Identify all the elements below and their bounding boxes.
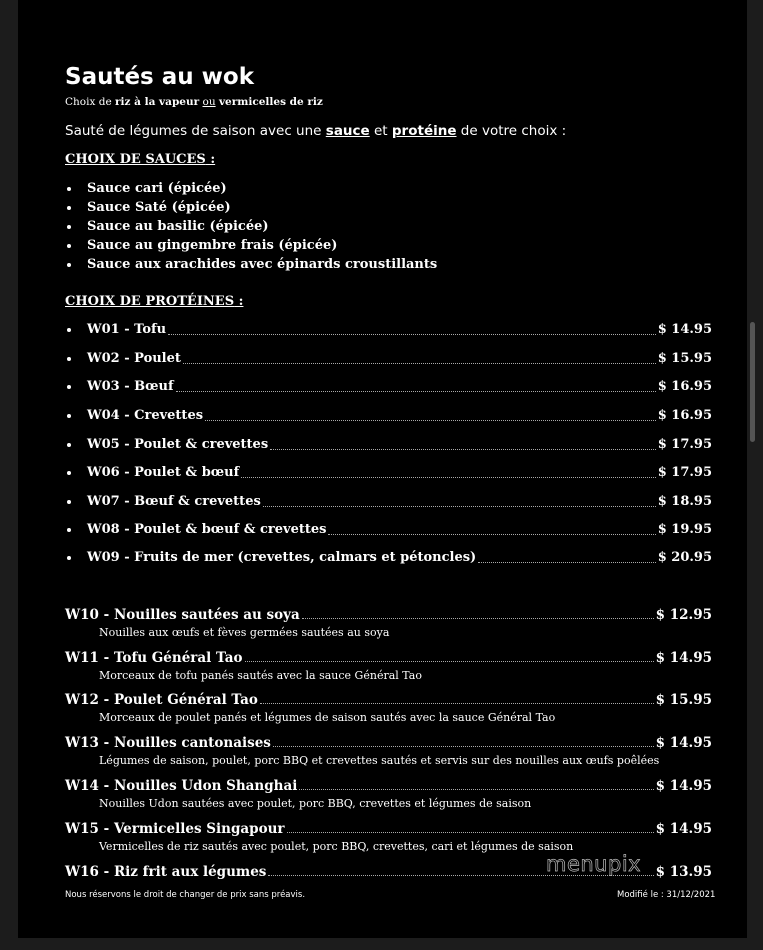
protein-name: W07 - Bœuf & crevettes (87, 494, 261, 509)
dish-price: $ 14.95 (655, 821, 712, 837)
sauce-item: Sauce au gingembre frais (épicée) (65, 236, 437, 255)
intro-sauce: sauce (325, 123, 370, 139)
dish-price: $ 14.95 (655, 778, 712, 794)
dish-description: Morceaux de tofu panés sautés avec la sauce Général Tao (99, 669, 422, 682)
dish-description: Morceaux de poulet panés et légumes de saison sautés avec la sauce Général Tao (99, 711, 556, 724)
dish-row (65, 606, 712, 624)
protein-row (65, 520, 712, 540)
dish-name: W14 - Nouilles Udon Shanghai (65, 778, 298, 794)
dish-name: W15 - Vermicelles Singapour (65, 821, 285, 837)
dish-price: $ 14.95 (655, 650, 712, 666)
protein-row (65, 349, 712, 369)
proteins-heading: CHOIX DE PROTÉINES : (65, 294, 244, 309)
subtitle-text: Choix de (65, 96, 116, 108)
intro-part1: Sauté de légumes de saison avec une (65, 123, 326, 139)
page-title: Sautés au wok (65, 64, 254, 90)
footer-modified-date: Modifié le : 31/12/2021 (617, 890, 716, 900)
subtitle-or: ou (202, 96, 216, 108)
sauces-heading-text: CHOIX DE SAUCES (65, 152, 206, 167)
protein-price: $ 16.95 (657, 379, 712, 394)
protein-name: W09 - Fruits de mer (crevettes, calmars et pétoncles) (87, 550, 477, 565)
dish-description: Vermicelles de riz sautés avec poulet, porc BBQ, crevettes, cari et légumes de saison (99, 840, 574, 853)
intro-text (65, 123, 566, 139)
protein-name: W02 - Poulet (87, 351, 181, 366)
dish-name: W16 - Riz frit aux légumes (65, 864, 267, 880)
subtitle (65, 96, 323, 108)
sauces-heading: CHOIX DE SAUCES : (65, 152, 216, 167)
subtitle-vermicelli: vermicelles de riz (218, 96, 323, 108)
dish-row (65, 649, 712, 667)
protein-price: $ 14.95 (657, 322, 712, 337)
dish-description: Nouilles aux œufs et fèves germées sautées au soya (99, 626, 390, 639)
dish-name: W12 - Poulet Général Tao (65, 692, 258, 708)
protein-row (65, 463, 712, 483)
dish-row (65, 777, 712, 795)
protein-price: $ 16.95 (657, 408, 712, 423)
dish-price: $ 13.95 (655, 864, 712, 880)
protein-name: W08 - Poulet & bœuf & crevettes (87, 522, 327, 537)
dish-row (65, 820, 712, 838)
protein-name: W03 - Bœuf (87, 379, 174, 394)
protein-name: W04 - Crevettes (87, 408, 204, 423)
sauce-item: Sauce cari (épicée) (65, 179, 437, 198)
protein-price: $ 15.95 (657, 351, 712, 366)
intro-part2: de votre choix : (456, 123, 567, 139)
protein-name: W01 - Tofu (87, 322, 167, 337)
sauce-item: Sauce aux arachides avec épinards croustillants (65, 255, 437, 274)
protein-row (65, 320, 712, 340)
scrollbar[interactable] (750, 322, 755, 442)
dish-description: Légumes de saison, poulet, porc BBQ et crevettes sautés et servis sur des nouilles aux œufs poêlées (99, 754, 660, 767)
protein-row (65, 377, 712, 397)
dish-price: $ 14.95 (655, 735, 712, 751)
dish-description: Nouilles Udon sautées avec poulet, porc BBQ, crevettes et légumes de saison (99, 797, 532, 810)
protein-price: $ 19.95 (657, 522, 712, 537)
protein-row (65, 435, 712, 455)
dish-price: $ 15.95 (655, 692, 712, 708)
protein-row (65, 406, 712, 426)
footer-disclaimer: Nous réservons le droit de changer de prix sans préavis. (65, 890, 306, 900)
menupix-watermark: menupix (546, 852, 642, 876)
protein-price: $ 17.95 (657, 437, 712, 452)
dish-name: W13 - Nouilles cantonaises (65, 735, 271, 751)
intro-protein: protéine (391, 123, 457, 139)
protein-row (65, 492, 712, 512)
dish-row (65, 734, 712, 752)
protein-name: W06 - Poulet & bœuf (87, 465, 240, 480)
sauce-item: Sauce Saté (épicée) (65, 198, 437, 217)
proteins-heading-text: CHOIX DE PROTÉINES (65, 294, 235, 309)
dish-name: W11 - Tofu Général Tao (65, 650, 243, 666)
protein-price: $ 17.95 (657, 465, 712, 480)
protein-price: $ 18.95 (657, 494, 712, 509)
protein-row (65, 548, 712, 568)
sauce-list (65, 179, 437, 274)
menu-page (18, 0, 747, 938)
sauce-item: Sauce au basilic (épicée) (65, 217, 437, 236)
intro-and: et (369, 123, 392, 139)
dish-row (65, 691, 712, 709)
dish-price: $ 12.95 (655, 607, 712, 623)
dish-name: W10 - Nouilles sautées au soya (65, 607, 300, 623)
protein-name: W05 - Poulet & crevettes (87, 437, 269, 452)
protein-price: $ 20.95 (657, 550, 712, 565)
subtitle-rice: riz à la vapeur (115, 96, 200, 108)
